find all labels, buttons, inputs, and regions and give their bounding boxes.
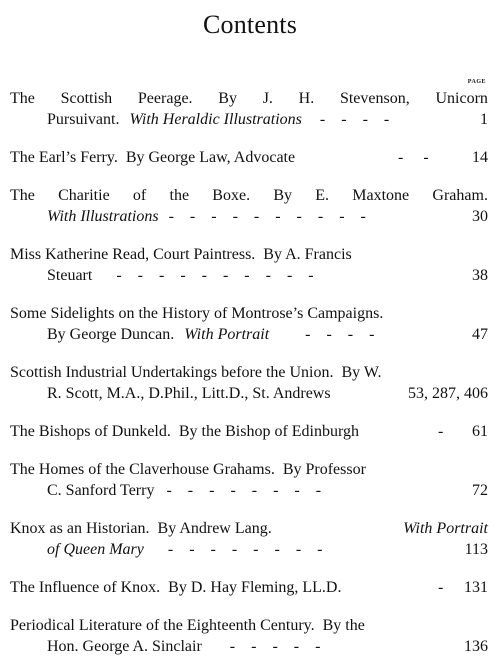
word: Maxtone — [352, 187, 410, 204]
entry-note: of Queen Mary — [47, 541, 144, 558]
entry-title: The Earl’s Ferry. By George Law, Advocate — [10, 149, 296, 166]
contents-entry — [10, 244, 488, 286]
dot-leaders: - - - - - — [229, 638, 321, 655]
word: E. — [315, 187, 330, 204]
dot-leaders: - - — [398, 149, 429, 166]
contents-entry — [10, 518, 488, 560]
contents-entry — [10, 362, 488, 404]
entry-author: By George Duncan. — [47, 326, 175, 343]
dot-leaders: - - - - - - - - — [166, 482, 322, 499]
entry-title-line — [10, 459, 488, 480]
contents-entry — [10, 147, 488, 168]
contents-entry — [10, 577, 488, 598]
page-number: 113 — [464, 541, 488, 558]
dot-leaders: - - - - - - - - — [167, 541, 323, 558]
contents-entry — [10, 459, 488, 501]
entry-title-line — [10, 147, 488, 168]
contents-entry — [10, 615, 488, 657]
entry-author: C. Sanford Terry — [47, 482, 155, 499]
entry-title-line — [10, 185, 488, 206]
page-number: 47 — [472, 326, 488, 343]
entry-author: Hon. George A. Sinclair — [47, 638, 202, 655]
entry-title: Knox as an Historian. By Andrew Lang. — [10, 520, 272, 537]
entry-title-line — [10, 421, 488, 442]
entry-title-line — [10, 244, 488, 265]
page-number: 53, 287, 406 — [408, 385, 488, 402]
page-number: 72 — [472, 482, 488, 499]
entry-note: With Illustrations — [47, 208, 159, 225]
entry-title-line — [10, 362, 488, 383]
entry-continuation-line — [10, 324, 488, 345]
page-number: 1 — [480, 111, 488, 128]
contents-list — [10, 88, 488, 657]
entry-title: The Homes of the Claverhouse Grahams. By Professor — [10, 461, 366, 478]
entry-continuation-line — [10, 539, 488, 560]
word: Graham. — [432, 187, 488, 204]
entry-note: With Portrait — [403, 520, 488, 537]
entry-continuation-line — [10, 265, 488, 286]
contents-entry — [10, 88, 488, 130]
entry-title: Periodical Literature of the Eighteenth Century. By the — [10, 617, 365, 634]
page-number: 61 — [472, 423, 488, 440]
entry-title: Scottish Industrial Undertakings before the Union. By W. — [10, 364, 382, 381]
entry-title-line — [10, 518, 488, 539]
word: Stevenson, — [339, 90, 410, 107]
dot-leaders: - — [438, 579, 444, 596]
word: By — [218, 90, 237, 107]
word: Boxe. — [212, 187, 251, 204]
entry-title-line — [10, 615, 488, 636]
entry-title: The Bishops of Dunkeld. By the Bishop of Edinburgh — [10, 423, 360, 440]
entry-title-line — [10, 303, 488, 324]
word: By — [273, 187, 292, 204]
dot-leaders: - - - - — [305, 326, 375, 343]
word: Scottish — [60, 90, 113, 107]
contents-entry — [10, 421, 488, 442]
page-number: 131 — [464, 579, 488, 596]
dot-leaders: - — [438, 423, 444, 440]
page-title: Contents — [202, 10, 298, 39]
contents-entry — [10, 185, 488, 227]
word: H. — [298, 90, 315, 107]
page-number: 38 — [472, 267, 488, 284]
entry-continuation-line — [10, 480, 488, 501]
dot-leaders: - - - - — [319, 111, 390, 128]
word: the — [169, 187, 190, 204]
entry-author: Steuart — [47, 267, 93, 284]
entry-note: With Heraldic Illustrations — [129, 111, 302, 128]
word: The — [10, 90, 35, 107]
entry-title: Some Sidelights on the History of Montrose’s Campaigns. — [10, 305, 384, 322]
entry-title: Miss Katherine Read, Court Paintress. By A. Francis — [10, 246, 352, 263]
entry-title: The Influence of Knox. By D. Hay Fleming, LL.D. — [10, 579, 342, 596]
word: of — [132, 187, 147, 204]
entry-author: R. Scott, M.A., D.Phil., Litt.D., St. Andrews — [47, 385, 331, 402]
word: J. — [262, 90, 273, 107]
page-column-label: PAGE — [467, 79, 486, 85]
word: Unicorn — [435, 90, 488, 107]
entry-note: With Portrait — [184, 326, 270, 343]
entry-title-line — [10, 88, 488, 109]
word: The — [10, 187, 35, 204]
word: Charitie — [58, 187, 110, 204]
word: Peerage. — [137, 90, 193, 107]
entry-author: Pursuivant. — [47, 111, 120, 128]
entry-continuation-line — [10, 206, 488, 227]
dot-leaders: - - - - - - - - - - — [168, 208, 366, 225]
entry-continuation-line — [10, 636, 488, 657]
page-number: 30 — [472, 208, 488, 225]
dot-leaders: - - - - - - - - - - — [116, 267, 314, 284]
entry-title-line — [10, 577, 488, 598]
page-number: 14 — [472, 149, 488, 166]
page-number: 136 — [464, 638, 488, 655]
entry-continuation-line — [10, 109, 488, 130]
contents-entry — [10, 303, 488, 345]
